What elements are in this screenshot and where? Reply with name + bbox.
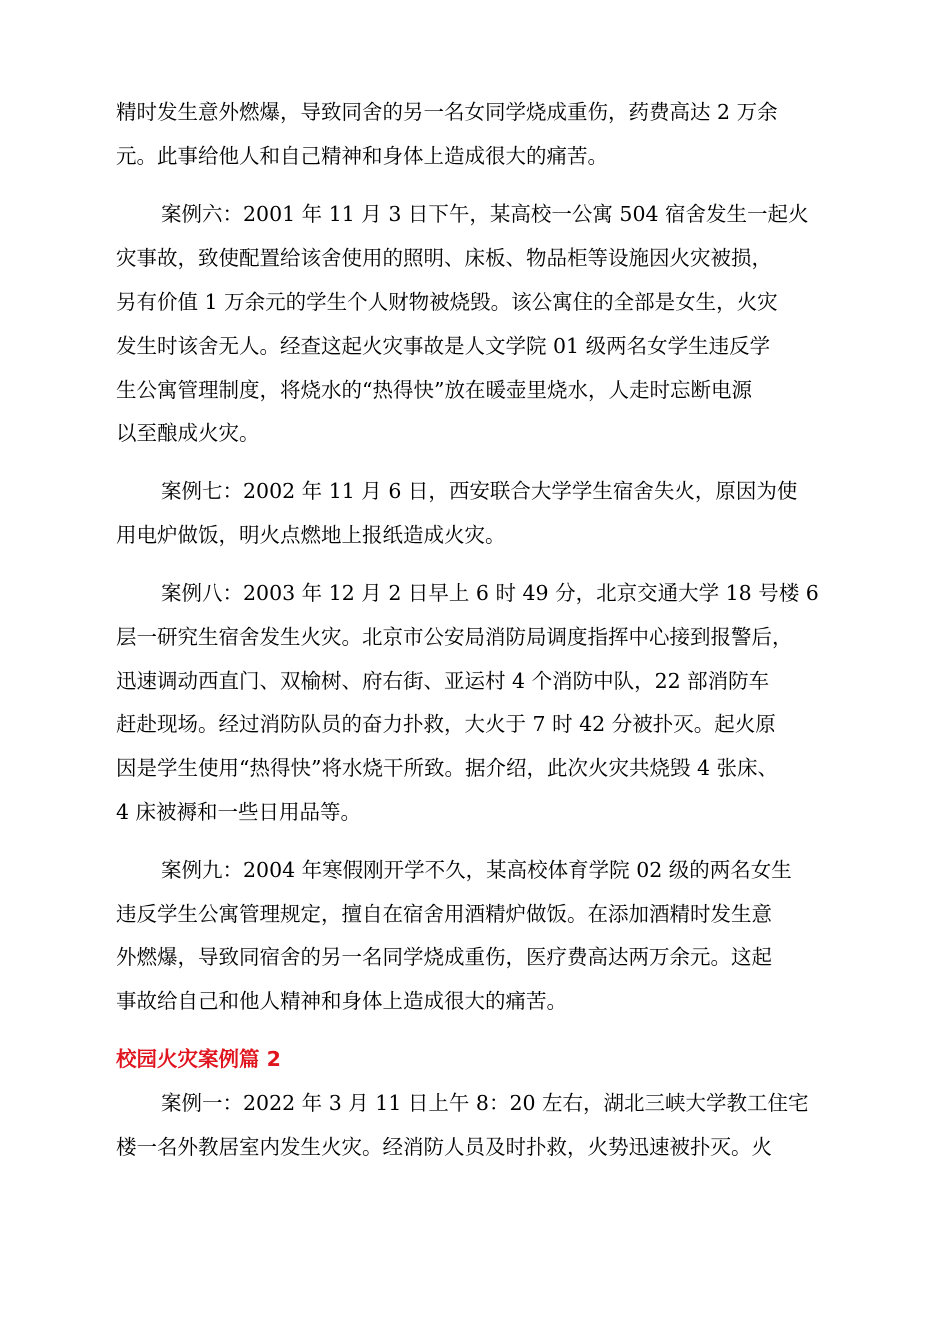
text-line: 楼一名外教居室内发生火灾。经消防人员及时扑救，火势迅速被扑灭。火 — [116, 1135, 772, 1159]
text-line: 案例六：2001 年 11 月 3 日下午，某高校一公寓 504 宿舍发生一起火 — [161, 202, 809, 226]
text-line: 精时发生意外燃爆，导致同舍的另一名女同学烧成重伤，药费高达 2 万余 — [116, 100, 778, 124]
text-line: 外燃爆，导致同宿舍的另一名同学烧成重伤，医疗费高达两万余元。这起 — [116, 945, 772, 969]
text-line: 案例一：2022 年 3 月 11 日上午 8：20 左右，湖北三峡大学教工住宅 — [161, 1091, 809, 1115]
text-line: 案例八：2003 年 12 月 2 日早上 6 时 49 分，北京交通大学 18 号楼 6 — [161, 581, 819, 605]
text-line: 4 床被褥和一些日用品等。 — [116, 800, 362, 824]
text-line: 灾事故，致使配置给该舍使用的照明、床板、物品柜等设施因火灾被损， — [116, 246, 772, 270]
text-line: 元。此事给他人和自己精神和身体上造成很大的痛苦。 — [116, 144, 608, 168]
text-line: 层一研究生宿舍发生火灾。北京市公安局消防局调度指挥中心接到报警后， — [116, 625, 793, 649]
text-line: 生公寓管理制度，将烧水的“热得快”放在暖壶里烧水，人走时忘断电源 — [116, 378, 752, 402]
text-line: 用电炉做饭，明火点燃地上报纸造成火灾。 — [116, 523, 506, 547]
text-line: 以至酿成火灾。 — [116, 421, 260, 445]
section-heading: 校园火灾案例篇 2 — [116, 1047, 281, 1071]
text-line: 违反学生公寓管理规定，擅自在宿舍用酒精炉做饭。在添加酒精时发生意 — [116, 902, 772, 926]
text-line: 迅速调动西直门、双榆树、府右街、亚运村 4 个消防中队，22 部消防车 — [116, 669, 770, 693]
text-line: 事故给自己和他人精神和身体上造成很大的痛苦。 — [116, 989, 567, 1013]
text-line: 另有价值 1 万余元的学生个人财物被烧毁。该公寓住的全部是女生，火灾 — [116, 290, 778, 314]
text-line: 赶赴现场。经过消防队员的奋力扑救，大火于 7 时 42 分被扑灭。起火原 — [116, 712, 776, 736]
text-line: 案例九：2004 年寒假刚开学不久，某高校体育学院 02 级的两名女生 — [161, 858, 792, 882]
text-line: 案例七：2002 年 11 月 6 日，西安联合大学学生宿舍失火，原因为使 — [161, 479, 798, 503]
text-line: 因是学生使用“热得快”将水烧干所致。据介绍，此次火灾共烧毁 4 张床、 — [116, 756, 779, 780]
text-line: 发生时该舍无人。经查这起火灾事故是人文学院 01 级两名女学生违反学 — [116, 334, 771, 358]
